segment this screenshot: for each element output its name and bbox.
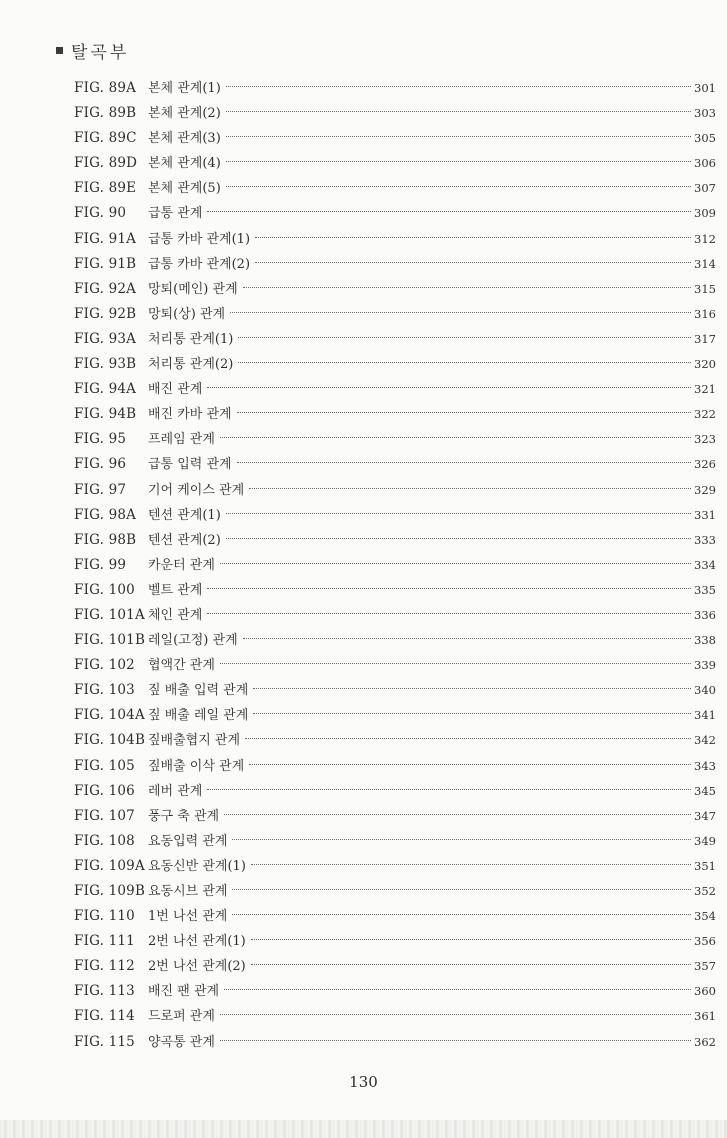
dot-leader bbox=[251, 964, 691, 965]
toc-page-number: 356 bbox=[694, 934, 716, 949]
toc-entry-title: 급통 관계 bbox=[148, 206, 203, 222]
dot-leader bbox=[243, 638, 691, 639]
toc-row bbox=[74, 1030, 716, 1055]
toc-row bbox=[74, 126, 716, 151]
toc-figure-label: FIG. 93B bbox=[74, 356, 137, 373]
toc-entry-title: 기어 케이스 관계 bbox=[148, 482, 245, 498]
toc-page-number: 341 bbox=[694, 708, 716, 723]
toc-figure-label: FIG. 91B bbox=[74, 255, 137, 272]
toc-entry-title: 본체 관계(5) bbox=[148, 181, 221, 197]
toc-entry-title: 요동시브 관계 bbox=[148, 884, 228, 899]
dot-leader bbox=[220, 663, 691, 664]
dot-leader bbox=[220, 1014, 691, 1015]
toc-entry-title: 망퇴(메인) 관계 bbox=[148, 281, 238, 297]
toc-row bbox=[74, 703, 716, 728]
toc-page-number: 360 bbox=[694, 984, 716, 999]
toc-row bbox=[74, 1004, 716, 1029]
toc-page-number: 345 bbox=[694, 783, 716, 798]
toc-page-number: 334 bbox=[694, 557, 716, 572]
toc-row bbox=[74, 402, 716, 427]
toc-entry-title: 2번 나선 관계(1) bbox=[148, 934, 246, 950]
toc-figure-label: FIG. 94B bbox=[74, 406, 137, 423]
toc-page-number: 316 bbox=[694, 306, 716, 321]
toc-entry-title: 풍구 축 관계 bbox=[148, 808, 220, 824]
toc-figure-label: FIG. 93A bbox=[74, 330, 137, 347]
dot-leader bbox=[237, 412, 691, 413]
dot-leader bbox=[232, 839, 691, 840]
toc-row bbox=[74, 528, 716, 553]
toc-row bbox=[74, 377, 716, 402]
toc-page-number: 303 bbox=[694, 106, 716, 121]
table-of-contents bbox=[74, 76, 716, 1055]
toc-page-number: 315 bbox=[694, 281, 716, 296]
toc-entry-title: 짚배출협지 관계 bbox=[148, 733, 241, 749]
toc-row bbox=[74, 101, 716, 126]
toc-row bbox=[74, 678, 716, 703]
toc-entry-title: 텐션 관계(2) bbox=[148, 532, 221, 548]
toc-row bbox=[74, 201, 716, 226]
toc-figure-label: FIG. 100 bbox=[74, 581, 135, 598]
toc-figure-label: FIG. 103 bbox=[74, 682, 135, 699]
toc-figure-label: FIG. 114 bbox=[74, 1008, 135, 1025]
toc-row bbox=[74, 653, 716, 678]
toc-page-number: 362 bbox=[694, 1034, 716, 1049]
toc-row bbox=[74, 327, 716, 352]
dot-leader bbox=[220, 563, 691, 564]
dot-leader bbox=[232, 914, 691, 915]
toc-entry-title: 급통 카바 관계(2) bbox=[148, 256, 251, 272]
toc-page-number: 326 bbox=[694, 457, 716, 472]
toc-row bbox=[74, 979, 716, 1004]
toc-figure-label: FIG. 90 bbox=[74, 205, 127, 222]
toc-row bbox=[74, 578, 716, 603]
dot-leader bbox=[226, 161, 691, 162]
toc-figure-label: FIG. 95 bbox=[74, 431, 127, 448]
toc-entry-title: 급통 입력 관계 bbox=[148, 457, 232, 473]
dot-leader bbox=[207, 613, 691, 614]
toc-page-number: 314 bbox=[694, 256, 716, 271]
toc-entry-title: 처리통 관계(1) bbox=[148, 331, 234, 347]
toc-page-number: 354 bbox=[694, 909, 716, 924]
section-header bbox=[56, 38, 129, 63]
toc-row bbox=[74, 302, 716, 327]
toc-page-number: 352 bbox=[694, 884, 716, 898]
toc-entry-title: 본체 관계(1) bbox=[148, 81, 221, 96]
toc-figure-label: FIG. 115 bbox=[74, 1033, 135, 1050]
toc-row bbox=[74, 151, 716, 176]
toc-entry-title: 체인 관계 bbox=[148, 607, 203, 623]
toc-row bbox=[74, 227, 716, 252]
dot-leader bbox=[226, 513, 691, 514]
dot-leader bbox=[224, 989, 691, 990]
toc-figure-label: FIG. 94A bbox=[74, 381, 137, 398]
toc-page-number: 306 bbox=[694, 156, 716, 171]
toc-figure-label: FIG. 108 bbox=[74, 832, 135, 849]
toc-page-number: 317 bbox=[694, 331, 716, 346]
toc-figure-label: FIG. 92B bbox=[74, 305, 137, 322]
toc-figure-label: FIG. 109A bbox=[74, 857, 145, 874]
dot-leader bbox=[253, 688, 691, 689]
toc-page-number: 340 bbox=[694, 683, 716, 698]
toc-entry-title: 급통 카바 관계(1) bbox=[148, 231, 251, 247]
toc-figure-label: FIG. 104B bbox=[74, 732, 146, 749]
toc-row bbox=[74, 929, 716, 954]
toc-entry-title: 요동입력 관계 bbox=[148, 833, 228, 849]
toc-entry-title: 양곡통 관계 bbox=[148, 1034, 215, 1050]
dot-leader bbox=[230, 312, 691, 313]
toc-entry-title: 요동신반 관계(1) bbox=[148, 858, 246, 874]
toc-entry-title: 레버 관계 bbox=[148, 783, 203, 799]
dot-leader bbox=[249, 488, 691, 489]
toc-entry-title: 프레임 관계 bbox=[148, 432, 215, 448]
toc-row bbox=[74, 553, 716, 578]
dot-leader bbox=[249, 764, 691, 765]
toc-figure-label: FIG. 113 bbox=[74, 983, 135, 1000]
dot-leader bbox=[226, 136, 691, 137]
toc-figure-label: FIG. 91A bbox=[74, 230, 137, 247]
toc-page-number: 349 bbox=[694, 833, 716, 848]
toc-page-number: 323 bbox=[694, 432, 716, 447]
toc-figure-label: FIG. 89B bbox=[74, 105, 137, 122]
toc-entry-title: 배진 관계 bbox=[148, 382, 203, 398]
toc-figure-label: FIG. 98A bbox=[74, 506, 137, 523]
toc-figure-label: FIG. 102 bbox=[74, 657, 135, 674]
toc-figure-label: FIG. 101A bbox=[74, 606, 145, 623]
toc-page-number: 309 bbox=[694, 206, 716, 221]
toc-entry-title: 1번 나선 관계 bbox=[148, 909, 228, 925]
scan-edge bbox=[0, 1120, 727, 1138]
toc-figure-label: FIG. 107 bbox=[74, 807, 135, 824]
toc-figure-label: FIG. 111 bbox=[74, 933, 135, 950]
toc-page-number: 338 bbox=[694, 633, 716, 648]
toc-page-number: 321 bbox=[694, 382, 716, 397]
toc-row bbox=[74, 76, 716, 101]
toc-entry-title: 짚 배출 입력 관계 bbox=[148, 683, 249, 699]
dot-leader bbox=[220, 1040, 691, 1041]
toc-figure-label: FIG. 109B bbox=[74, 883, 146, 899]
toc-row bbox=[74, 427, 716, 452]
dot-leader bbox=[207, 387, 691, 388]
dot-leader bbox=[226, 538, 691, 539]
toc-figure-label: FIG. 106 bbox=[74, 782, 135, 799]
toc-entry-title: 짚배출 이삭 관계 bbox=[148, 758, 245, 774]
toc-row bbox=[74, 854, 716, 879]
page-number: 130 bbox=[349, 1073, 378, 1091]
toc-row bbox=[74, 252, 716, 277]
toc-figure-label: FIG. 89C bbox=[74, 130, 137, 147]
dot-leader bbox=[226, 111, 691, 112]
toc-figure-label: FIG. 101B bbox=[74, 632, 146, 649]
toc-entry-title: 처리통 관계(2) bbox=[148, 357, 234, 373]
toc-row bbox=[74, 176, 716, 201]
toc-figure-label: FIG. 110 bbox=[74, 908, 135, 925]
toc-page-number: 347 bbox=[694, 808, 716, 823]
toc-row bbox=[74, 503, 716, 528]
toc-row bbox=[74, 829, 716, 854]
toc-row bbox=[74, 954, 716, 979]
toc-figure-label: FIG. 112 bbox=[74, 958, 135, 975]
toc-entry-title: 본체 관계(2) bbox=[148, 106, 221, 122]
dot-leader bbox=[253, 713, 691, 714]
toc-entry-title: 드로퍼 관계 bbox=[148, 1009, 215, 1025]
toc-row bbox=[74, 603, 716, 628]
toc-figure-label: FIG. 89D bbox=[74, 155, 138, 172]
toc-row bbox=[74, 728, 716, 753]
dot-leader bbox=[207, 211, 691, 212]
toc-figure-label: FIG. 89E bbox=[74, 180, 137, 197]
dot-leader bbox=[220, 437, 691, 438]
toc-page-number: 331 bbox=[694, 507, 716, 522]
dot-leader bbox=[226, 186, 691, 187]
toc-page-number: 312 bbox=[694, 231, 716, 246]
dot-leader bbox=[243, 287, 691, 288]
toc-row bbox=[74, 277, 716, 302]
toc-page-number: 329 bbox=[694, 482, 716, 497]
toc-row bbox=[74, 452, 716, 477]
toc-figure-label: FIG. 99 bbox=[74, 556, 127, 573]
toc-row bbox=[74, 628, 716, 653]
toc-row bbox=[74, 804, 716, 829]
toc-entry-title: 본체 관계(4) bbox=[148, 156, 221, 172]
toc-row bbox=[74, 352, 716, 377]
toc-row bbox=[74, 478, 716, 503]
toc-page-number: 342 bbox=[694, 733, 716, 748]
square-bullet-icon bbox=[56, 47, 63, 54]
toc-row bbox=[74, 904, 716, 929]
toc-page-number: 357 bbox=[694, 959, 716, 974]
toc-page-number: 320 bbox=[694, 357, 716, 372]
toc-figure-label: FIG. 96 bbox=[74, 456, 127, 473]
toc-page-number: 307 bbox=[694, 181, 716, 196]
toc-row bbox=[74, 754, 716, 779]
dot-leader bbox=[207, 789, 691, 790]
toc-entry-title: 레일(고정) 관계 bbox=[148, 633, 238, 649]
toc-figure-label: FIG. 92A bbox=[74, 280, 137, 297]
dot-leader bbox=[207, 588, 691, 589]
dot-leader bbox=[237, 462, 691, 463]
toc-page-number: 343 bbox=[694, 758, 716, 773]
toc-entry-title: 배진 팬 관계 bbox=[148, 984, 220, 1000]
toc-entry-title: 카운터 관계 bbox=[148, 557, 215, 573]
toc-entry-title: 짚 배출 레일 관계 bbox=[148, 708, 249, 724]
toc-entry-title: 망퇴(상) 관계 bbox=[148, 306, 226, 322]
dot-leader bbox=[255, 262, 691, 263]
toc-entry-title: 본체 관계(3) bbox=[148, 131, 221, 147]
section-title: 탈곡부 bbox=[71, 43, 130, 63]
toc-entry-title: 2번 나선 관계(2) bbox=[148, 959, 246, 975]
toc-page-number: 322 bbox=[694, 407, 716, 422]
dot-leader bbox=[224, 814, 691, 815]
toc-figure-label: FIG. 97 bbox=[74, 481, 127, 498]
toc-entry-title: 배진 카바 관계 bbox=[148, 407, 232, 423]
dot-leader bbox=[232, 889, 691, 890]
dot-leader bbox=[251, 939, 691, 940]
toc-page-number: 333 bbox=[694, 532, 716, 547]
toc-page-number: 301 bbox=[694, 81, 716, 95]
dot-leader bbox=[255, 237, 691, 238]
dot-leader bbox=[251, 864, 691, 865]
toc-figure-label: FIG. 104A bbox=[74, 707, 145, 724]
dot-leader bbox=[238, 362, 691, 363]
toc-page-number: 339 bbox=[694, 658, 716, 673]
toc-figure-label: FIG. 89A bbox=[74, 80, 137, 96]
toc-figure-label: FIG. 105 bbox=[74, 757, 135, 774]
toc-entry-title: 벨트 관계 bbox=[148, 582, 203, 598]
toc-page-number: 351 bbox=[694, 858, 716, 873]
toc-page-number: 305 bbox=[694, 131, 716, 146]
dot-leader bbox=[245, 738, 691, 739]
toc-page-number: 336 bbox=[694, 607, 716, 622]
toc-entry-title: 텐션 관계(1) bbox=[148, 507, 221, 523]
toc-row bbox=[74, 879, 716, 904]
dot-leader bbox=[226, 86, 691, 87]
toc-row bbox=[74, 779, 716, 804]
toc-page-number: 335 bbox=[694, 582, 716, 597]
dot-leader bbox=[238, 337, 691, 338]
toc-figure-label: FIG. 98B bbox=[74, 531, 137, 548]
toc-page-number: 361 bbox=[694, 1009, 716, 1024]
toc-entry-title: 협액간 관계 bbox=[148, 658, 215, 674]
